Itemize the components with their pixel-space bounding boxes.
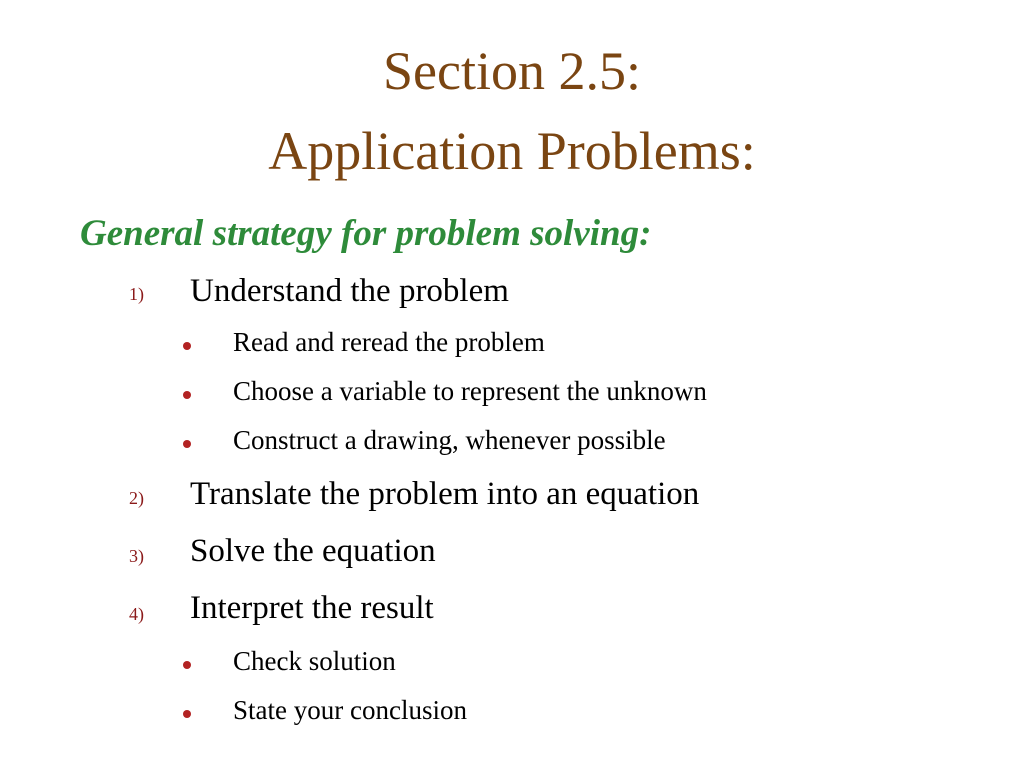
sub-item: Choose a variable to represent the unknown [233,376,707,406]
step-number: 1) [129,284,144,304]
step-text: Translate the problem into an equation [190,476,700,512]
bullet-icon [183,440,191,448]
sub-item: Check solution [233,646,396,676]
step-number: 4) [129,604,144,624]
sub-item: Construct a drawing, whenever possible [233,425,666,455]
bullet-icon [183,710,191,718]
step-text: Interpret the result [190,590,434,626]
step-number: 3) [129,546,144,566]
sub-item: State your conclusion [233,695,467,725]
step-number: 2) [129,488,144,508]
slide-title-line-2: Application Problems: [268,121,756,181]
slide-subtitle: General strategy for problem solving: [80,213,652,254]
slide-title-line-1: Section 2.5: [383,41,641,101]
bullet-icon [183,391,191,399]
step-text: Understand the problem [190,273,509,309]
bullet-icon [183,661,191,669]
bullet-icon [183,342,191,350]
step-text: Solve the equation [190,533,436,569]
sub-item: Read and reread the problem [233,327,545,357]
